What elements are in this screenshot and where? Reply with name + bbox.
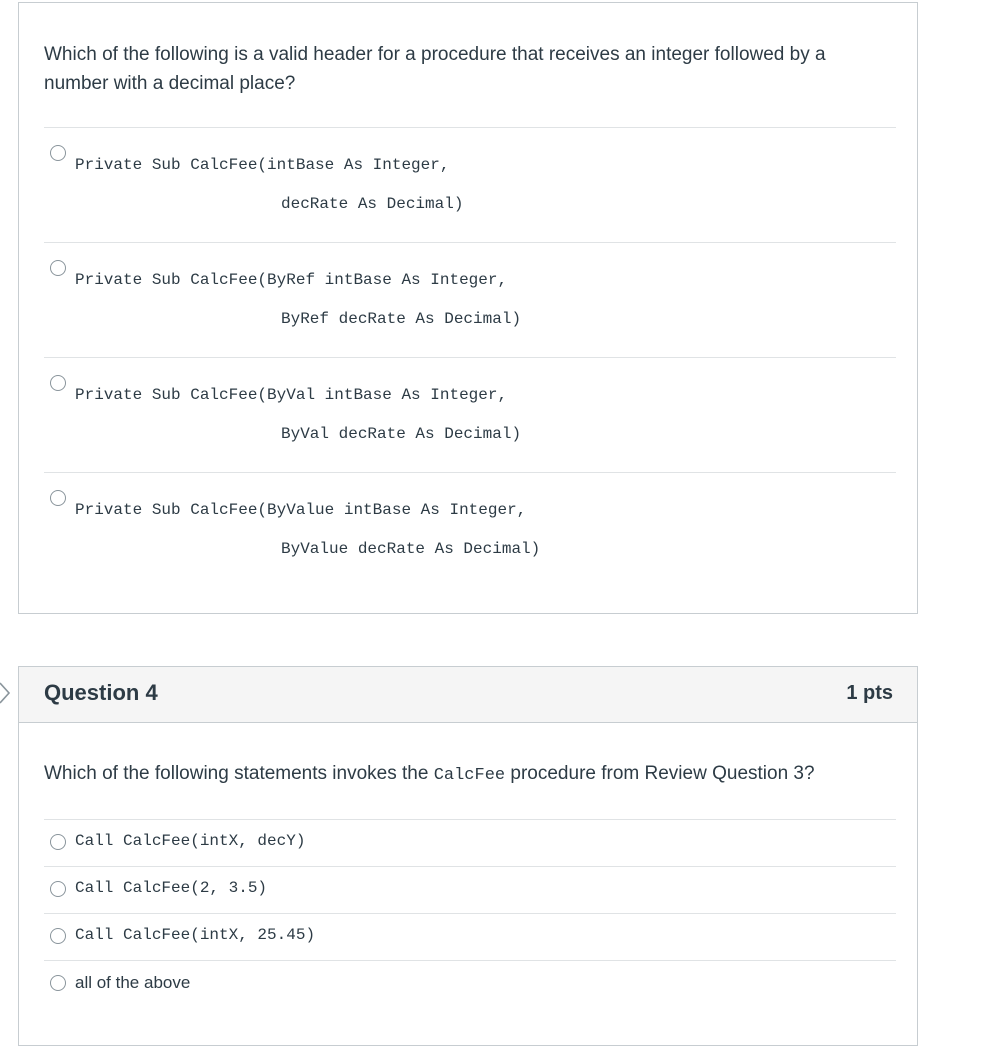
answer-option[interactable] [44, 357, 896, 472]
radio-button-icon[interactable] [50, 490, 66, 506]
answer-code-line2: ByRef decRate As Decimal) [281, 310, 522, 328]
question-text-after: procedure from Review Question 3? [505, 763, 815, 784]
answer-code-line1: Private Sub CalcFee(intBase As Integer, [75, 156, 450, 174]
answer-option[interactable] [44, 913, 896, 960]
question-4-text [44, 759, 892, 790]
question-3-text: Which of the following is a valid header for a procedure that receives an integer followed by a number with a decimal place? [44, 44, 826, 94]
radio-button-icon[interactable] [50, 145, 66, 161]
answer-label: Call CalcFee(intX, 25.45) [75, 926, 316, 944]
answer-option[interactable] [44, 819, 896, 866]
answer-code-line2: decRate As Decimal) [281, 195, 464, 213]
radio-button-icon[interactable] [50, 375, 66, 391]
answer-code-line1: Private Sub CalcFee(ByRef intBase As Integer, [75, 271, 508, 289]
answer-option[interactable] [44, 472, 896, 587]
question-text-code: CalcFee [433, 766, 506, 785]
answer-option[interactable] [44, 866, 896, 913]
question-header [19, 667, 917, 723]
answer-code-line1: Private Sub CalcFee(ByValue intBase As Integer, [75, 501, 527, 519]
question-4-answers [44, 819, 896, 1007]
question-3-card [18, 2, 918, 614]
question-title: Question 4 [44, 680, 158, 705]
radio-button-icon[interactable] [50, 975, 66, 991]
answer-label: all of the above [75, 973, 191, 992]
radio-button-icon[interactable] [50, 260, 66, 276]
chevron-right-icon[interactable] [0, 680, 18, 706]
answer-option[interactable] [44, 960, 896, 1007]
radio-button-icon[interactable] [50, 928, 66, 944]
question-3-answers [44, 127, 896, 587]
answer-label: Call CalcFee(2, 3.5) [75, 879, 268, 897]
answer-code-line1: Private Sub CalcFee(ByVal intBase As Integer, [75, 386, 508, 404]
answer-option[interactable] [44, 242, 896, 357]
answer-option[interactable] [44, 127, 896, 242]
question-points: 1 pts [846, 682, 893, 704]
question-4-card [18, 666, 918, 1046]
radio-button-icon[interactable] [50, 881, 66, 897]
question-text-before: Which of the following statements invokes the [44, 763, 434, 784]
radio-button-icon[interactable] [50, 834, 66, 850]
answer-code-line2: ByVal decRate As Decimal) [281, 425, 522, 443]
answer-label: Call CalcFee(intX, decY) [75, 832, 306, 850]
answer-code-line2: ByValue decRate As Decimal) [281, 540, 541, 558]
